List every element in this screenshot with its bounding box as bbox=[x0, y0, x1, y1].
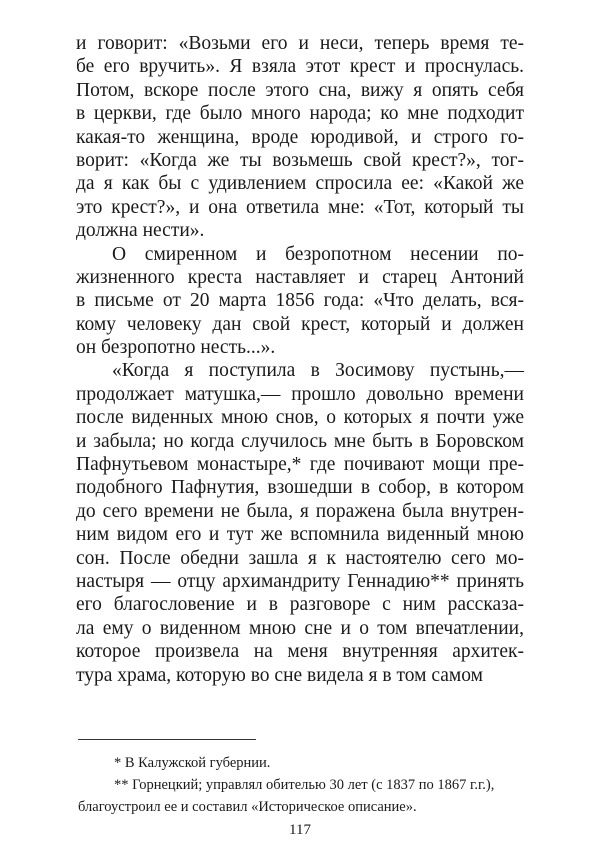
text-line: Пафнутьевом монастыре,* где почивают мощи пре- bbox=[76, 454, 524, 476]
text-line: какая-то женщина, вроде юродивой, и строго го- bbox=[76, 126, 524, 148]
text-line: должна нести». bbox=[76, 220, 205, 242]
text-line: после виденных мною снов, о которых я почти уже bbox=[76, 407, 524, 429]
text-line: его благословение и в разговоре с ним рассказа- bbox=[76, 594, 524, 616]
text-line: и говорит: «Возьми его и неси, теперь время те- bbox=[76, 33, 524, 54]
text-line: да я как бы с удивлением спросила ее: «Какой же bbox=[76, 173, 524, 195]
text-line: ним видом его и тут же вспомнила виденный мною bbox=[76, 524, 524, 546]
text-line: бе его вручить». Я взяла этот крест и проснулась. bbox=[76, 56, 524, 78]
text-line: настыря — отцу архимандриту Геннадию** принять bbox=[76, 570, 524, 592]
footnote-2-continued: благоустроил ее и составил «Историческое описание». bbox=[78, 799, 417, 815]
text-line: сон. После обедни зашла я к настоятелю сего мо- bbox=[76, 547, 524, 569]
text-line: ворит: «Когда же ты возьмешь свой крест?», тог- bbox=[76, 149, 524, 171]
text-line: которое произвела на меня внутренняя архитек- bbox=[76, 641, 524, 663]
text-line: в церкви, где было много народа; ко мне подходит bbox=[76, 103, 524, 125]
body-text bbox=[76, 32, 524, 687]
text-line: тура храма, которую во сне видела я в том самом bbox=[76, 664, 483, 686]
text-line: в письме от 20 марта 1856 года: «Что делать, вся- bbox=[76, 290, 524, 312]
text-line: жизненного креста наставляет и старец Антоний bbox=[76, 266, 524, 288]
text-line: продолжает матушка,— прошло довольно времени bbox=[76, 383, 524, 405]
text-line: «Когда я поступила в Зосимову пустынь,— bbox=[112, 360, 524, 382]
text-line: кому человеку дан свой крест, который и должен bbox=[76, 313, 524, 335]
text-line: подобного Пафнутия, взошедши в собор, в котором bbox=[76, 477, 524, 499]
text-line: до сего времени не была, я поражена была внутрен- bbox=[76, 500, 524, 522]
text-line: ла ему о виденном мною сне и о том впечатлении, bbox=[76, 617, 524, 639]
text-line: О смиренном и безропотном несении по- bbox=[112, 243, 524, 265]
page-number: 117 bbox=[289, 822, 311, 838]
text-line: и забыла; но когда случилось мне быть в Боровском bbox=[76, 430, 524, 452]
text-line: это крест?», и она ответила мне: «Тот, который ты bbox=[76, 196, 524, 218]
text-line: Потом, вскоре после этого сна, вижу я опять себя bbox=[76, 79, 524, 101]
footnote-divider bbox=[78, 739, 256, 740]
text-line: он безропотно несть...». bbox=[76, 337, 276, 359]
footnotes bbox=[78, 752, 538, 818]
footnote-2: ** Горнецкий; управлял обителью 30 лет (с 1837 по 1867 г.г.), bbox=[114, 777, 495, 793]
footnote-1: * В Калужской губернии. bbox=[114, 755, 271, 771]
